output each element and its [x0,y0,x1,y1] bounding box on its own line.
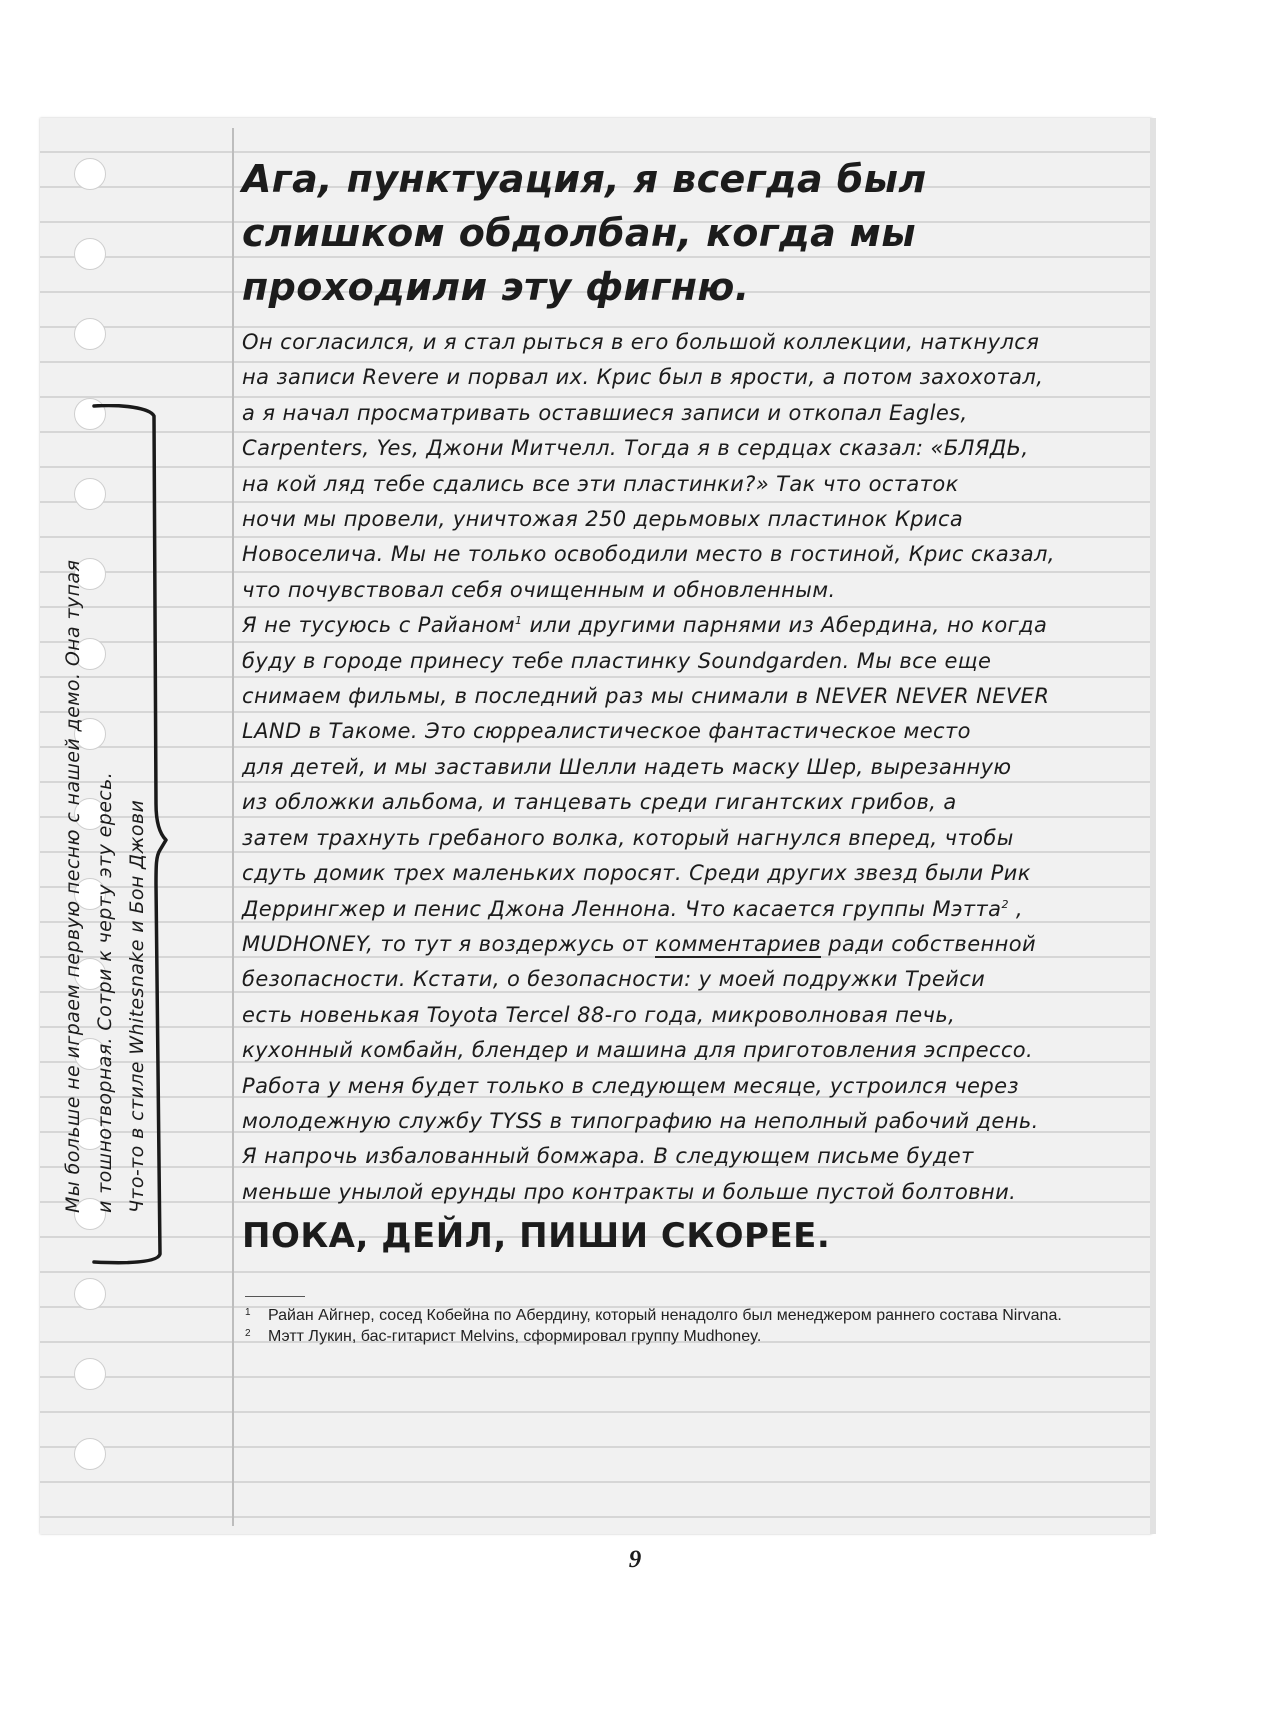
body-line: кухонный комбайн, блендер и машина для приготовления эспрессо. [242,1038,1034,1063]
body-line [242,927,1142,962]
margin-note-line: и тошнотворная. Сотри к черту эту ересь. [94,771,116,1213]
body-line: меньше унылой ерунды про контракты и больше пустой болтовни. [242,1179,1017,1204]
body-line: безопасности. Кстати, о безопасности: у моей подружки Трейси [242,967,986,992]
footnote [245,1326,1065,1347]
binder-hole [74,318,106,350]
body-line: буду в городе принесу тебе пластинку Soundgarden. Мы все еще [242,648,992,673]
footnote-text: Райан Айгнер, сосед Кобейна по Абердину, который ненадолго был менеджером раннего состава Nirvana. [268,1307,1062,1324]
footnote-number: 2 [245,1328,251,1339]
body-text: Я не тусуюсь с Райаном [242,613,515,638]
sheet-torn-edge [1150,118,1156,1534]
binder-hole [74,158,106,190]
binder-hole [74,1278,106,1310]
margin-note-line: Мы больше не играем первую песню с нашей демо. Она тупая [62,559,84,1213]
body-line: LAND в Такоме. Это сюрреалистическое фантастическое место [242,719,971,744]
footnote-ref-2[interactable]: 2 [1001,897,1009,911]
body-line: Он согласился, и я стал рыться в его большой коллекции, наткнулся [242,330,1040,354]
body-text: или другими парнями из Абердина, но когда [522,613,1048,638]
margin-line [232,128,234,1526]
heading-line: проходили эту фигню. [242,265,750,309]
body-line: из обложки альбома, и танцевать среди гигантских грибов, а [242,790,957,815]
body-text: Деррингжер и пенис Джона Леннона. Что касается группы Мэтта [242,896,1002,921]
binder-hole [74,1438,106,1470]
body-line: на кой ляд тебе сдались все эти пластинки?» Так что остаток [242,471,959,496]
footnotes [245,1305,1065,1347]
body-line [242,608,1142,643]
body-line: сдуть домик трех маленьких поросят. Среди других звезд были Рик [242,861,1031,886]
body-line: а я начал просматривать оставшиеся записи и откопал Eagles, [242,400,968,425]
footnote-number: 1 [245,1307,251,1318]
letter-heading [242,152,1142,314]
body-line: Я напрочь избалованный бомжара. В следующем письме будет [242,1144,974,1169]
body-line: для детей, и мы заставили Шелли надеть маску Шер, вырезанную [242,754,1012,779]
body-line [242,892,1142,927]
closing-line: ПОКА, ДЕЙЛ, ПИШИ СКОРЕЕ. [242,1216,831,1256]
footnote-rule [245,1296,305,1297]
body-line: затем трахнуть гребаного волка, который нагнулся вперед, чтобы [242,825,1014,850]
body-line: Carpenters, Yes, Джони Митчелл. Тогда я в сердцах сказал: «БЛЯДЬ, [242,436,1029,461]
underlined-word: комментариев [655,931,822,956]
body-line: на записи Revere и порвал их. Крис был в ярости, а потом захохотал, [242,365,1044,390]
binder-hole [74,238,106,270]
page-number: 9 [628,1546,642,1573]
letter-body [242,325,1142,1210]
body-text: , [1008,896,1024,921]
body-line: молодежную службу TYSS в типографию на неполный рабочий день. [242,1108,1039,1133]
heading-line: Ага, пунктуация, я всегда был [242,157,927,201]
body-line: есть новенькая Toyota Tercel 88-го года, микроволновая печь, [242,1002,956,1027]
binder-hole [74,1358,106,1390]
footnote-ref-1[interactable]: 1 [515,614,523,628]
body-line: ночи мы провели, уничтожая 250 дерьмовых пластинок Криса [242,507,964,532]
body-line: что почувствовал себя очищенным и обновленным. [242,577,836,602]
body-line: Работа у меня будет только в следующем месяце, устроился через [242,1073,1019,1098]
body-line: снимаем фильмы, в последний раз мы снимали в NEVER NEVER NEVER [242,684,1050,709]
body-text: ради собственной [821,931,1037,956]
body-text: MUDHONEY, то тут я воздержусь от [242,931,656,956]
footnote [245,1305,1065,1326]
heading-line: слишком обдолбан, когда мы [242,211,917,255]
margin-note-line: Что-то в стиле Whitesnake и Бон Джови [126,799,148,1213]
footnote-text: Мэтт Лукин, бас-гитарист Melvins, сформировал группу Mudhoney. [268,1328,762,1345]
body-line: Новоселича. Мы не только освободили место в гостиной, Крис сказал, [242,542,1055,567]
margin-note [57,373,153,1213]
